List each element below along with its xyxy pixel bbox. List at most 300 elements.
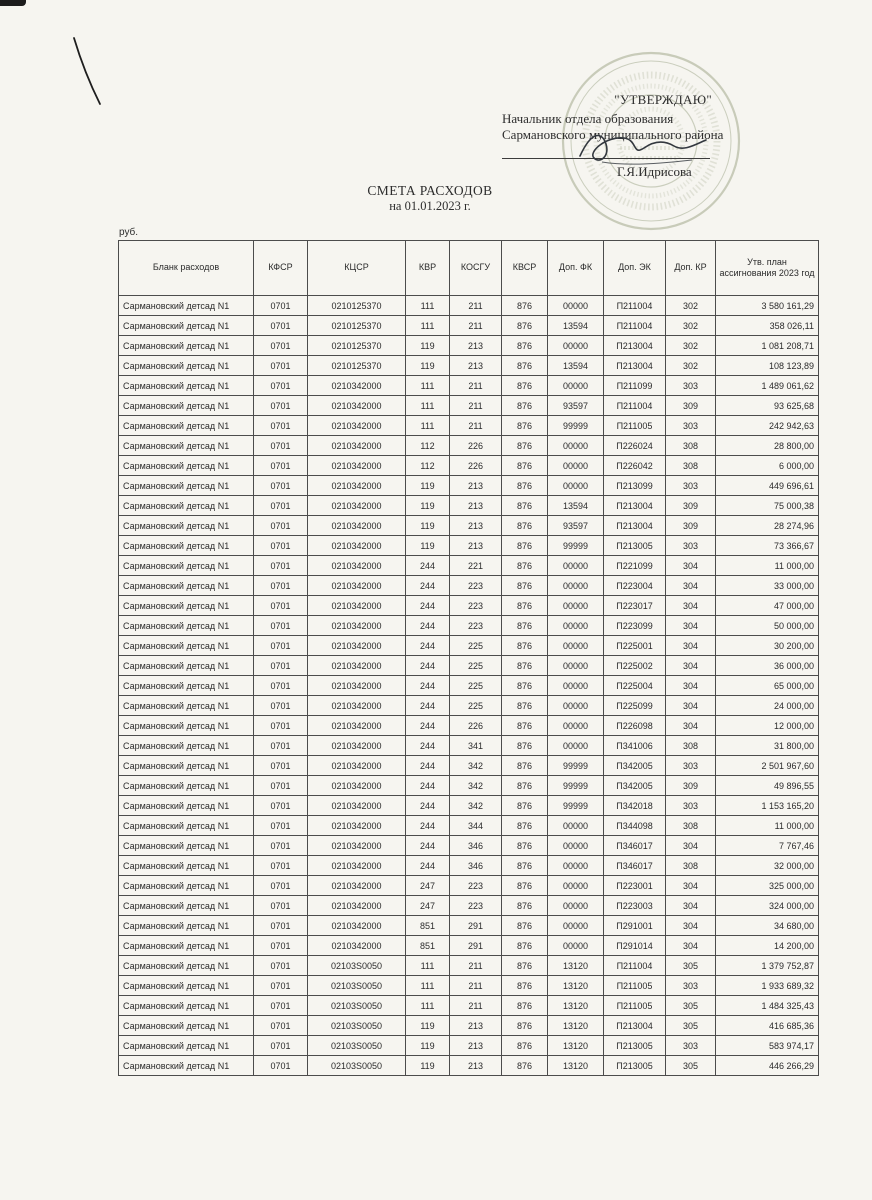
table-cell: 223 [450, 876, 502, 896]
table-cell: 0701 [254, 396, 308, 416]
table-cell: 302 [666, 316, 716, 336]
table-cell: 24 000,00 [716, 696, 819, 716]
table-cell: 244 [406, 636, 450, 656]
table-cell: 0701 [254, 456, 308, 476]
table-cell: 00000 [548, 856, 604, 876]
table-cell: П211005 [604, 996, 666, 1016]
table-row [119, 536, 819, 556]
table-cell: 1 933 689,32 [716, 976, 819, 996]
table-row [119, 356, 819, 376]
table-cell: 36 000,00 [716, 656, 819, 676]
table-cell: 303 [666, 416, 716, 436]
table-cell: 14 200,00 [716, 936, 819, 956]
column-header: КОСГУ [450, 241, 502, 296]
table-row [119, 1056, 819, 1076]
table-cell: 876 [502, 516, 548, 536]
table-cell: 0210342000 [308, 596, 406, 616]
table-cell: 876 [502, 1056, 548, 1076]
table-cell: 00000 [548, 616, 604, 636]
table-cell: П211099 [604, 376, 666, 396]
table-cell: 346 [450, 836, 502, 856]
table-cell: 449 696,61 [716, 476, 819, 496]
table-cell: П213004 [604, 356, 666, 376]
table-cell: 851 [406, 936, 450, 956]
table-cell: 0210125370 [308, 296, 406, 316]
table-row [119, 856, 819, 876]
table-cell: Сармановский детсад N1 [119, 836, 254, 856]
table-cell: 0701 [254, 916, 308, 936]
table-cell: 305 [666, 996, 716, 1016]
table-cell: 00000 [548, 476, 604, 496]
table-cell: 876 [502, 336, 548, 356]
table-cell: 111 [406, 956, 450, 976]
table-cell: 876 [502, 1016, 548, 1036]
table-cell: 0701 [254, 976, 308, 996]
table-cell: 00000 [548, 876, 604, 896]
table-row [119, 996, 819, 1016]
table-cell: 7 767,46 [716, 836, 819, 856]
table-cell: 99999 [548, 756, 604, 776]
table-cell: 244 [406, 576, 450, 596]
table-cell: 0210342000 [308, 556, 406, 576]
table-row [119, 956, 819, 976]
table-cell: П344098 [604, 816, 666, 836]
table-row [119, 576, 819, 596]
table-cell: 876 [502, 936, 548, 956]
table-cell: 304 [666, 716, 716, 736]
table-cell: 00000 [548, 916, 604, 936]
table-cell: 309 [666, 516, 716, 536]
table-cell: 0210342000 [308, 376, 406, 396]
table-cell: 0701 [254, 996, 308, 1016]
table-row [119, 516, 819, 536]
table-cell: 0210342000 [308, 476, 406, 496]
table-cell: 31 800,00 [716, 736, 819, 756]
table-cell: П211004 [604, 296, 666, 316]
table-cell: 0210342000 [308, 696, 406, 716]
table-cell: 02103S0050 [308, 1036, 406, 1056]
table-cell: 47 000,00 [716, 596, 819, 616]
table-cell: 108 123,89 [716, 356, 819, 376]
table-cell: 00000 [548, 296, 604, 316]
table-cell: Сармановский детсад N1 [119, 976, 254, 996]
table-cell: Сармановский детсад N1 [119, 416, 254, 436]
table-cell: 0701 [254, 756, 308, 776]
table-cell: 0701 [254, 676, 308, 696]
table-cell: 13120 [548, 1016, 604, 1036]
table-row [119, 676, 819, 696]
table-cell: 341 [450, 736, 502, 756]
table-cell: 49 896,55 [716, 776, 819, 796]
table-cell: 1 379 752,87 [716, 956, 819, 976]
table-cell: Сармановский детсад N1 [119, 316, 254, 336]
table-cell: П226098 [604, 716, 666, 736]
table-cell: 213 [450, 496, 502, 516]
table-cell: 99999 [548, 796, 604, 816]
table-cell: 876 [502, 656, 548, 676]
table-cell: 358 026,11 [716, 316, 819, 336]
table-cell: 119 [406, 1056, 450, 1076]
table-cell: 0210342000 [308, 796, 406, 816]
table-cell: Сармановский детсад N1 [119, 636, 254, 656]
table-cell: 00000 [548, 556, 604, 576]
table-cell: 876 [502, 536, 548, 556]
table-cell: 111 [406, 996, 450, 1016]
table-body [119, 296, 819, 1076]
table-cell: Сармановский детсад N1 [119, 436, 254, 456]
table-cell: 13594 [548, 496, 604, 516]
table-cell: 226 [450, 436, 502, 456]
table-cell: 211 [450, 396, 502, 416]
table-cell: Сармановский детсад N1 [119, 736, 254, 756]
table-cell: 244 [406, 596, 450, 616]
table-cell: П291014 [604, 936, 666, 956]
table-cell: 211 [450, 416, 502, 436]
table-cell: 0701 [254, 516, 308, 536]
table-row [119, 596, 819, 616]
table-cell: П346017 [604, 836, 666, 856]
table-cell: 876 [502, 816, 548, 836]
table-row [119, 936, 819, 956]
table-cell: П223017 [604, 596, 666, 616]
table-cell: 0701 [254, 716, 308, 736]
table-cell: 876 [502, 676, 548, 696]
table-cell: 0701 [254, 736, 308, 756]
table-cell: 13120 [548, 996, 604, 1016]
column-header: Утв. план ассигнования 2023 год [716, 241, 819, 296]
table-cell: П211005 [604, 976, 666, 996]
table-cell: 00000 [548, 696, 604, 716]
table-cell: П213004 [604, 496, 666, 516]
table-cell: 876 [502, 956, 548, 976]
table-cell: 211 [450, 956, 502, 976]
table-cell: 876 [502, 996, 548, 1016]
column-header: КВСР [502, 241, 548, 296]
table-cell: 0701 [254, 416, 308, 436]
table-cell: Сармановский детсад N1 [119, 596, 254, 616]
table-cell: 304 [666, 896, 716, 916]
table-cell: 0210342000 [308, 516, 406, 536]
table-cell: П291001 [604, 916, 666, 936]
table-cell: Сармановский детсад N1 [119, 696, 254, 716]
table-cell: 211 [450, 996, 502, 1016]
table-cell: 309 [666, 776, 716, 796]
table-row [119, 816, 819, 836]
table-cell: 876 [502, 896, 548, 916]
table-cell: 0210125370 [308, 316, 406, 336]
table-cell: Сармановский детсад N1 [119, 996, 254, 1016]
table-cell: 0701 [254, 556, 308, 576]
table-cell: 304 [666, 676, 716, 696]
table-cell: 304 [666, 876, 716, 896]
table-cell: 0210342000 [308, 576, 406, 596]
table-cell: П225002 [604, 656, 666, 676]
table-cell: 112 [406, 436, 450, 456]
column-header: Доп. КР [666, 241, 716, 296]
table-cell: 13594 [548, 316, 604, 336]
table-cell: Сармановский детсад N1 [119, 956, 254, 976]
expense-table [118, 240, 819, 1076]
document-subtitle: на 01.01.2023 г. [389, 199, 471, 213]
table-cell: 876 [502, 836, 548, 856]
table-cell: 111 [406, 416, 450, 436]
table-cell: П213005 [604, 536, 666, 556]
table-cell: 0701 [254, 856, 308, 876]
table-cell: 119 [406, 536, 450, 556]
table-cell: 3 580 161,29 [716, 296, 819, 316]
table-cell: Сармановский детсад N1 [119, 876, 254, 896]
table-cell: 247 [406, 876, 450, 896]
table-cell: П221099 [604, 556, 666, 576]
table-cell: 308 [666, 856, 716, 876]
table-cell: 0210342000 [308, 756, 406, 776]
table-cell: 416 685,36 [716, 1016, 819, 1036]
table-cell: 00000 [548, 376, 604, 396]
table-cell: 93 625,68 [716, 396, 819, 416]
table-cell: 0701 [254, 576, 308, 596]
table-cell: 02103S0050 [308, 1056, 406, 1076]
table-cell: 244 [406, 696, 450, 716]
table-cell: 244 [406, 796, 450, 816]
table-cell: 851 [406, 916, 450, 936]
table-cell: 0210342000 [308, 936, 406, 956]
table-cell: 112 [406, 456, 450, 476]
approval-label: "УТВЕРЖДАЮ" [614, 92, 712, 107]
table-cell: 02103S0050 [308, 1016, 406, 1036]
table-cell: 213 [450, 356, 502, 376]
table-cell: 0701 [254, 1016, 308, 1036]
table-cell: 02103S0050 [308, 976, 406, 996]
table-cell: 225 [450, 636, 502, 656]
table-cell: 876 [502, 376, 548, 396]
table-row [119, 456, 819, 476]
table-cell: 11 000,00 [716, 816, 819, 836]
column-header: КЦСР [308, 241, 406, 296]
table-row [119, 876, 819, 896]
table-cell: 304 [666, 576, 716, 596]
table-cell: Сармановский детсад N1 [119, 796, 254, 816]
table-cell: 309 [666, 496, 716, 516]
table-cell: 876 [502, 396, 548, 416]
table-cell: 0701 [254, 536, 308, 556]
table-cell: 0210342000 [308, 496, 406, 516]
table-cell: 876 [502, 796, 548, 816]
table-cell: 211 [450, 376, 502, 396]
table-row [119, 1016, 819, 1036]
table-row [119, 976, 819, 996]
table-cell: 302 [666, 296, 716, 316]
table-row [119, 496, 819, 516]
table-cell: 226 [450, 716, 502, 736]
table-cell: 0210342000 [308, 656, 406, 676]
table-cell: 0210342000 [308, 396, 406, 416]
table-cell: 0701 [254, 1056, 308, 1076]
table-cell: 342 [450, 776, 502, 796]
table-cell: Сармановский детсад N1 [119, 476, 254, 496]
table-cell: Сармановский детсад N1 [119, 916, 254, 936]
table-cell: 00000 [548, 656, 604, 676]
table-cell: 303 [666, 1036, 716, 1056]
table-cell: Сармановский детсад N1 [119, 1056, 254, 1076]
table-cell: 0210342000 [308, 816, 406, 836]
table-cell: 244 [406, 556, 450, 576]
table-cell: 876 [502, 916, 548, 936]
table-cell: Сармановский детсад N1 [119, 536, 254, 556]
table-cell: 876 [502, 356, 548, 376]
table-cell: Сармановский детсад N1 [119, 576, 254, 596]
table-cell: 244 [406, 756, 450, 776]
table-row [119, 776, 819, 796]
table-cell: 303 [666, 376, 716, 396]
table-cell: 211 [450, 316, 502, 336]
table-cell: 1 081 208,71 [716, 336, 819, 356]
table-cell: 876 [502, 756, 548, 776]
table-cell: 111 [406, 316, 450, 336]
table-cell: 211 [450, 976, 502, 996]
table-cell: 304 [666, 836, 716, 856]
table-cell: 303 [666, 476, 716, 496]
table-cell: 99999 [548, 536, 604, 556]
table-cell: 0701 [254, 796, 308, 816]
table-cell: Сармановский детсад N1 [119, 1016, 254, 1036]
table-cell: 876 [502, 316, 548, 336]
table-cell: 876 [502, 296, 548, 316]
table-cell: 28 800,00 [716, 436, 819, 456]
table-cell: 119 [406, 336, 450, 356]
table-cell: 0210342000 [308, 636, 406, 656]
table-cell: Сармановский детсад N1 [119, 396, 254, 416]
table-cell: П211004 [604, 316, 666, 336]
table-cell: П211004 [604, 956, 666, 976]
table-cell: 0210342000 [308, 536, 406, 556]
table-cell: 12 000,00 [716, 716, 819, 736]
table-cell: 13120 [548, 1056, 604, 1076]
table-cell: 0210342000 [308, 456, 406, 476]
table-cell: 00000 [548, 596, 604, 616]
table-cell: 247 [406, 896, 450, 916]
table-cell: Сармановский детсад N1 [119, 656, 254, 676]
table-cell: Сармановский детсад N1 [119, 756, 254, 776]
table-cell: П223001 [604, 876, 666, 896]
table-cell: 876 [502, 476, 548, 496]
table-cell: 446 266,29 [716, 1056, 819, 1076]
table-cell: 876 [502, 596, 548, 616]
table-cell: П213005 [604, 1036, 666, 1056]
table-row [119, 476, 819, 496]
table-cell: 221 [450, 556, 502, 576]
table-cell: Сармановский детсад N1 [119, 376, 254, 396]
table-cell: 0701 [254, 656, 308, 676]
table-cell: 583 974,17 [716, 1036, 819, 1056]
table-cell: 0701 [254, 476, 308, 496]
table-cell: 0210342000 [308, 836, 406, 856]
column-header: КВР [406, 241, 450, 296]
table-cell: 225 [450, 656, 502, 676]
table-cell: 00000 [548, 896, 604, 916]
table-cell: 0701 [254, 776, 308, 796]
table-cell: 876 [502, 876, 548, 896]
table-row [119, 316, 819, 336]
table-cell: 876 [502, 576, 548, 596]
table-cell: 73 366,67 [716, 536, 819, 556]
table-cell: 0210342000 [308, 916, 406, 936]
table-cell: 0701 [254, 316, 308, 336]
table-cell: П226042 [604, 456, 666, 476]
table-cell: 225 [450, 676, 502, 696]
table-cell: 342 [450, 796, 502, 816]
table-cell: 0210342000 [308, 776, 406, 796]
table-cell: 00000 [548, 636, 604, 656]
table-cell: 244 [406, 656, 450, 676]
table-row [119, 896, 819, 916]
table-cell: П223004 [604, 576, 666, 596]
table-cell: 99999 [548, 416, 604, 436]
table-cell: 111 [406, 396, 450, 416]
table-cell: 0701 [254, 876, 308, 896]
table-cell: 291 [450, 936, 502, 956]
table-cell: 244 [406, 776, 450, 796]
table-cell: 13594 [548, 356, 604, 376]
table-cell: 00000 [548, 716, 604, 736]
document-title: СМЕТА РАСХОДОВ [367, 183, 493, 198]
table-cell: П342005 [604, 756, 666, 776]
table-cell: 304 [666, 936, 716, 956]
table-cell: 0701 [254, 1036, 308, 1056]
table-cell: 213 [450, 1056, 502, 1076]
table-cell: П225001 [604, 636, 666, 656]
table-cell: 02103S0050 [308, 996, 406, 1016]
table-cell: Сармановский детсад N1 [119, 676, 254, 696]
table-cell: П213005 [604, 1056, 666, 1076]
table-cell: 0701 [254, 616, 308, 636]
table-cell: 213 [450, 336, 502, 356]
table-row [119, 416, 819, 436]
table-cell: 0701 [254, 896, 308, 916]
table-row [119, 796, 819, 816]
table-cell: 111 [406, 976, 450, 996]
table-cell: Сармановский детсад N1 [119, 896, 254, 916]
table-cell: 242 942,63 [716, 416, 819, 436]
table-cell: П213004 [604, 336, 666, 356]
table-cell: П342018 [604, 796, 666, 816]
table-cell: 342 [450, 756, 502, 776]
table-cell: П211005 [604, 416, 666, 436]
table-cell: 119 [406, 1016, 450, 1036]
table-cell: 75 000,38 [716, 496, 819, 516]
table-cell: 325 000,00 [716, 876, 819, 896]
table-cell: 876 [502, 496, 548, 516]
table-cell: 0210342000 [308, 676, 406, 696]
table-cell: 308 [666, 456, 716, 476]
table-cell: Сармановский детсад N1 [119, 516, 254, 536]
table-cell: 291 [450, 916, 502, 936]
table-cell: 876 [502, 636, 548, 656]
table-cell: 876 [502, 456, 548, 476]
table-row [119, 296, 819, 316]
table-cell: 876 [502, 696, 548, 716]
table-cell: 211 [450, 296, 502, 316]
table-cell: 33 000,00 [716, 576, 819, 596]
table-cell: 223 [450, 896, 502, 916]
table-cell: 0210342000 [308, 876, 406, 896]
table-cell: Сармановский детсад N1 [119, 716, 254, 736]
table-cell: 225 [450, 696, 502, 716]
table-cell: 28 274,96 [716, 516, 819, 536]
table-cell: 13120 [548, 1036, 604, 1056]
column-header: Бланк расходов [119, 241, 254, 296]
table-cell: 303 [666, 976, 716, 996]
table-cell: 1 489 061,62 [716, 376, 819, 396]
